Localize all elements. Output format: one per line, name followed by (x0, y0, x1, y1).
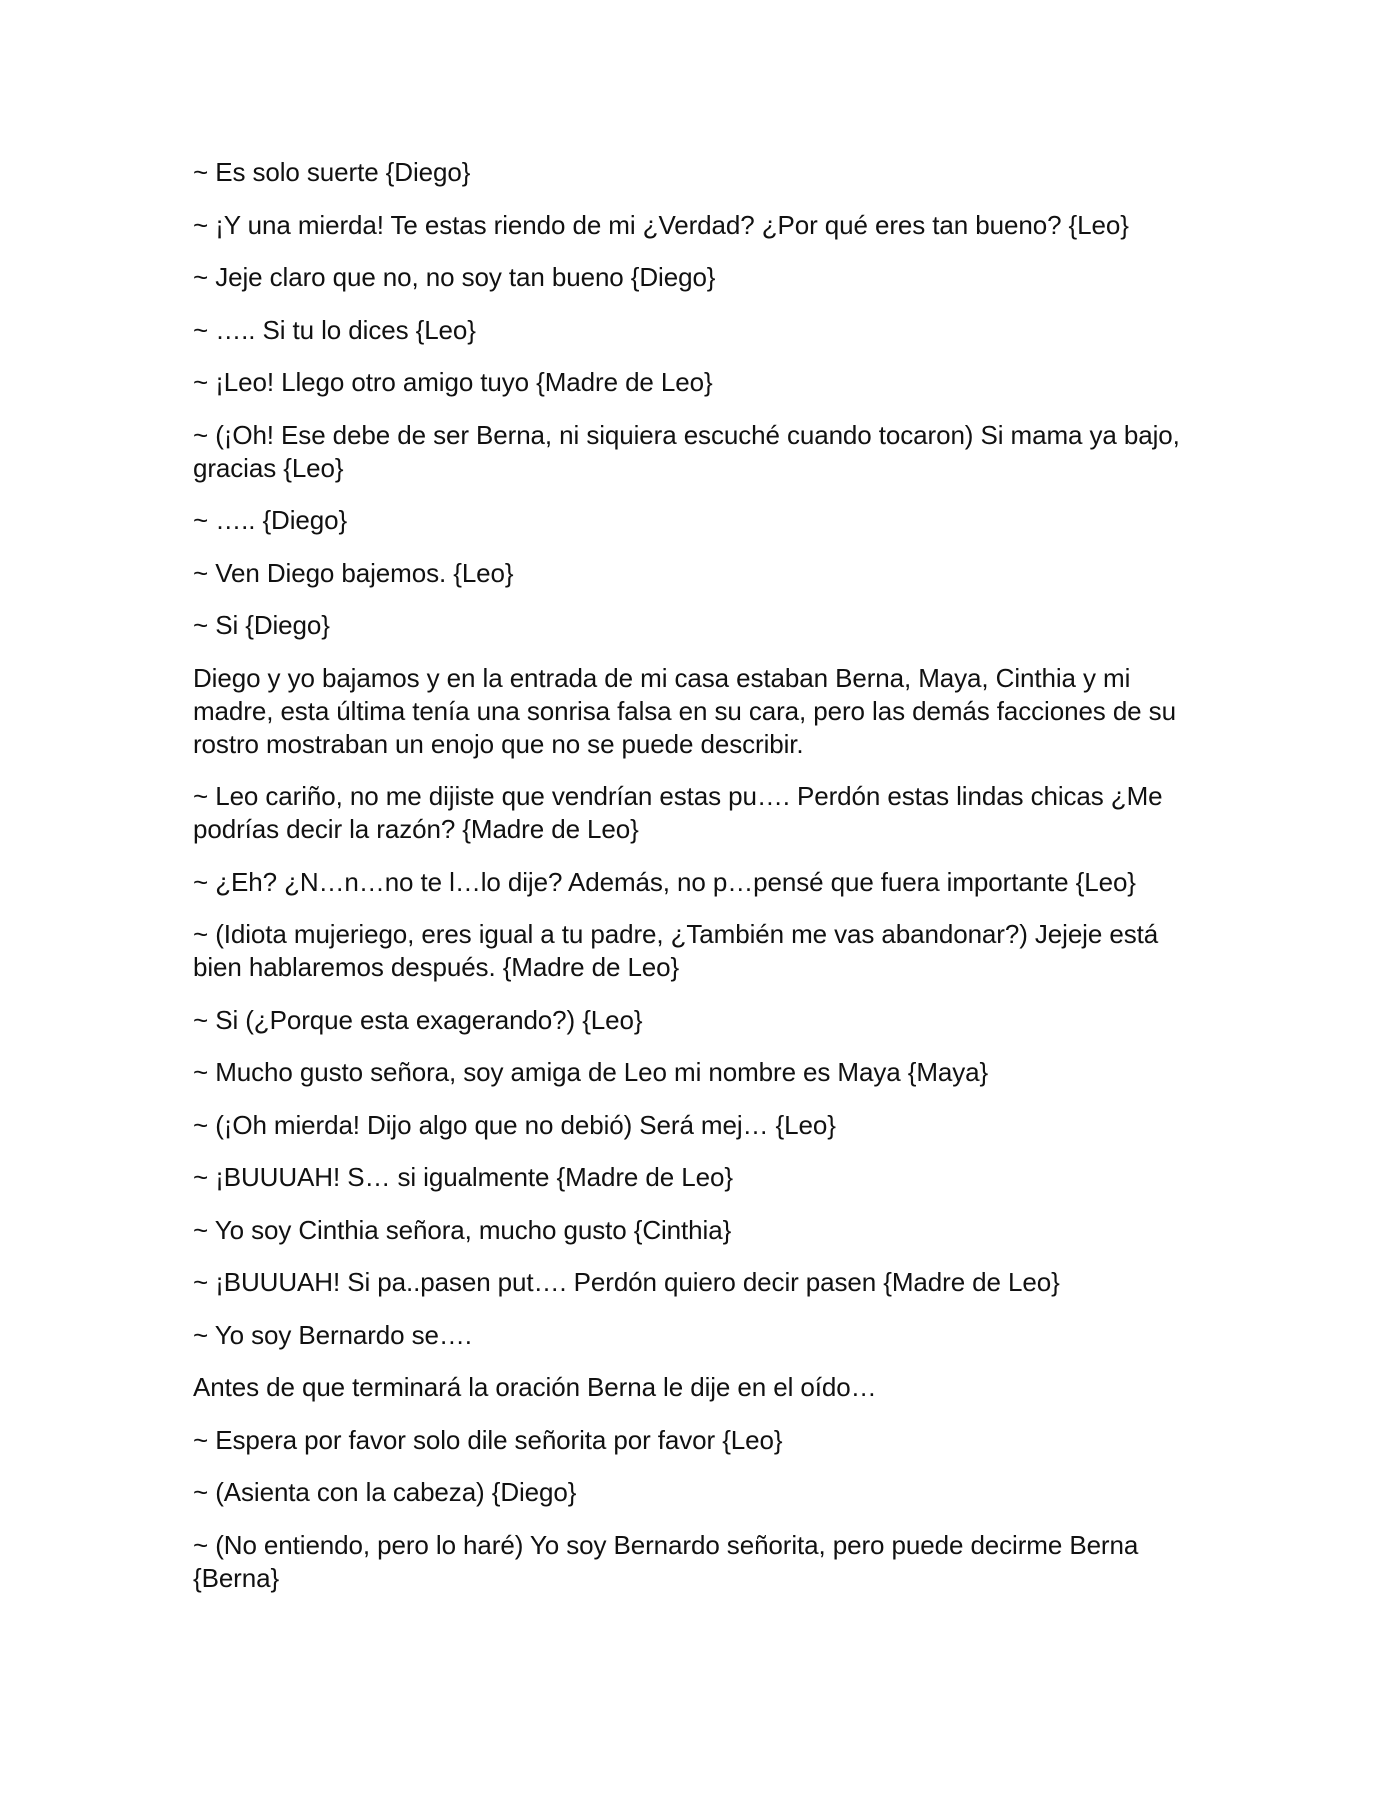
dialogue-line: ~ Leo cariño, no me dijiste que vendrían estas pu…. Perdón estas lindas chicas ¿Me podrías decir la razón? {Madre de Leo} (193, 781, 1163, 844)
dialogue-line: ~ (¡Oh mierda! Dijo algo que no debió) Será mej… {Leo} (193, 1109, 836, 1140)
dialogue-line: ~ (Asienta con la cabeza) {Diego} (193, 1477, 577, 1507)
dialogue-line: ~ ….. Si tu lo dices {Leo} (193, 314, 476, 345)
dialogue-line: ~ Espera por favor solo dile señorita por favor {Leo} (193, 1424, 783, 1455)
dialogue-line: ~ (No entiendo, pero lo haré) Yo soy Bernardo señorita, pero puede decirme Berna {Berna} (193, 1529, 1139, 1593)
dialogue-line: ~ Jeje claro que no, no soy tan bueno {Diego} (193, 262, 716, 292)
dialogue-line: ~ ….. {Diego} (193, 505, 348, 535)
dialogue-line: ~ Yo soy Bernardo se…. (193, 1319, 472, 1350)
document-body (193, 156, 1213, 1614)
dialogue-line: ~ Ven Diego bajemos. {Leo} (193, 557, 514, 588)
dialogue-line: ~ (¡Oh! Ese debe de ser Berna, ni siquiera escuché cuando tocaron) Si mama ya bajo, gracias {Leo} (193, 419, 1180, 483)
dialogue-line: ~ Mucho gusto señora, soy amiga de Leo mi nombre es Maya {Maya} (193, 1057, 989, 1087)
dialogue-line: ~ ¿Eh? ¿N…n…no te l…lo dije? Además, no p…pensé que fuera importante {Leo} (193, 866, 1136, 897)
dialogue-line: ~ ¡BUUUAH! S… si igualmente {Madre de Leo} (193, 1162, 733, 1192)
dialogue-line: ~ Si {Diego} (193, 610, 330, 640)
narration-paragraph: Antes de que terminará la oración Berna le dije en el oído… (193, 1372, 877, 1402)
dialogue-line: ~ ¡Leo! Llego otro amigo tuyo {Madre de Leo} (193, 367, 713, 397)
dialogue-line: ~ Si (¿Porque esta exagerando?) {Leo} (193, 1004, 643, 1035)
narration-paragraph: Diego y yo bajamos y en la entrada de mi casa estaban Berna, Maya, Cinthia y mi madre, esta última tenía una sonrisa falsa en su cara, pero las demás facciones de su rostro mostraban un enojo que no se puede describir. (193, 662, 1176, 759)
dialogue-line: ~ ¡Y una mierda! Te estas riendo de mi ¿Verdad? ¿Por qué eres tan bueno? {Leo} (193, 209, 1129, 240)
dialogue-line: ~ ¡BUUUAH! Si pa..pasen put…. Perdón quiero decir pasen {Madre de Leo} (193, 1267, 1060, 1297)
dialogue-line: ~ Es solo suerte {Diego} (193, 157, 471, 187)
dialogue-line: ~ (Idiota mujeriego, eres igual a tu padre, ¿También me vas abandonar?) Jejeje está bien hablaremos después. {Madre de Leo} (193, 919, 1159, 982)
dialogue-line: ~ Yo soy Cinthia señora, mucho gusto {Cinthia} (193, 1214, 732, 1245)
